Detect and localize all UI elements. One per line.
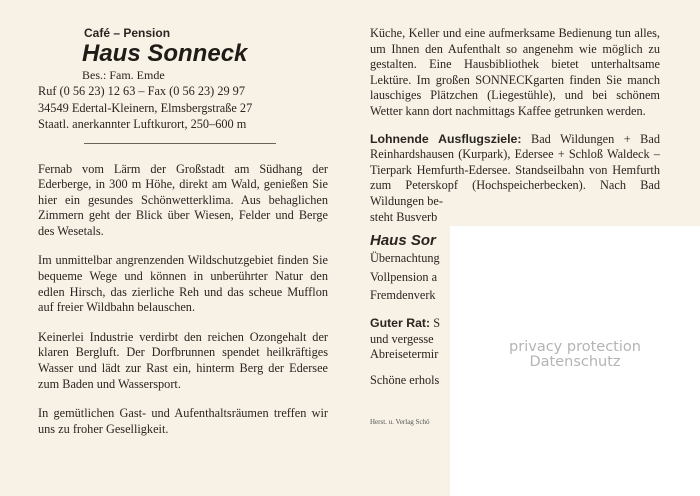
excursions bbox=[370, 132, 660, 210]
cafe-pension-label: Café – Pension bbox=[84, 26, 171, 40]
privacy-line-2: Datenschutz bbox=[529, 354, 621, 370]
overnight-line: Übernachtung bbox=[370, 251, 440, 266]
tip-line-3: Abreisetermir bbox=[370, 347, 439, 362]
tip-line-2: und vergesse bbox=[370, 331, 434, 346]
left-paragraph-2: Im unmittelbar angrenzenden Wildschutzgebiet finden Sie bequeme Wege und können in unberührter Natur den edlen Hirsch, das zierliche Reh und das scheue Mufflon auf freier Wildbahn belauschen. bbox=[38, 253, 328, 315]
spa-line: Staatl. anerkannter Luftkurort, 250–600 m bbox=[38, 117, 247, 131]
left-paragraph-4: In gemütlichen Gast- und Aufenthaltsräumen treffen wir uns zu froher Geselligkeit. bbox=[38, 406, 328, 436]
excursions-tail: steht Busverb bbox=[370, 209, 438, 224]
right-intro: Küche, Keller und eine aufmerksame Bedienung tun alles, um Ihnen den Aufenthalt so angenehm wie möglich zu gestalten. Eine Hausbibliothek bietet unterhaltsame Lektüre. Im großen SONNECKgarten finden Sie manch lauschiges Plätzchen (Liegestühle), und bei schönem Wetter kann dort nachmittags Kaffee getrunken werden. bbox=[370, 26, 660, 118]
owner-line: Bes.: Fam. Emde bbox=[82, 68, 165, 82]
tip-first: S bbox=[430, 315, 441, 330]
excursions-label: Lohnende Ausflugsziele: bbox=[370, 131, 522, 146]
tip-label: Guter Rat: bbox=[370, 315, 431, 330]
tourist-line: Fremdenverk bbox=[370, 288, 436, 303]
address-line: 34549 Edertal-Kleinern, Elmsbergstraße 27 bbox=[38, 100, 253, 115]
house-title-small: Haus Sor bbox=[370, 232, 436, 250]
left-paragraph-1: Fernab vom Lärm der Großstadt am Südhang der Ederberge, in 300 m Höhe, direkt am Wald, genießen Sie hier ein gesundes Schönwetterklima. Aus behaglichen Zimmern geht der Blick über Wiesen, Felder und Berge des Wesetals. bbox=[38, 161, 328, 238]
phone-fax-line: Ruf (0 56 23) 12 63 – Fax (0 56 23) 29 97 bbox=[38, 84, 245, 98]
left-paragraph-3: Keinerlei Industrie verdirbt den reichen Ozongehalt der klaren Bergluft. Der Dorfbrunnen spendet heilkräftiges Wasser und lädt zur Rast ein, hinterm Berg der Edersee zum Baden und Wassersport. bbox=[38, 329, 328, 391]
privacy-watermark bbox=[500, 340, 650, 370]
left-column bbox=[38, 26, 328, 437]
fullboard-line: Vollpension a bbox=[370, 269, 438, 284]
house-title: Haus Sonneck bbox=[82, 40, 248, 67]
excursions-text: Bad Wildungen + Bad Reinhardshausen (Kurpark), Edersee + Schloß Waldeck – Tierpark Hemfurth-Edersee. Standseilbahn von Hemfurth zum Peterskopf (Hochspeicherbecken). Nach Bad Wildungen be- bbox=[370, 131, 660, 208]
privacy-line-1: privacy protection bbox=[509, 339, 641, 355]
publisher-line: Herst. u. Verlag Schö bbox=[370, 418, 430, 427]
closing-line: Schöne erhols bbox=[370, 372, 440, 387]
